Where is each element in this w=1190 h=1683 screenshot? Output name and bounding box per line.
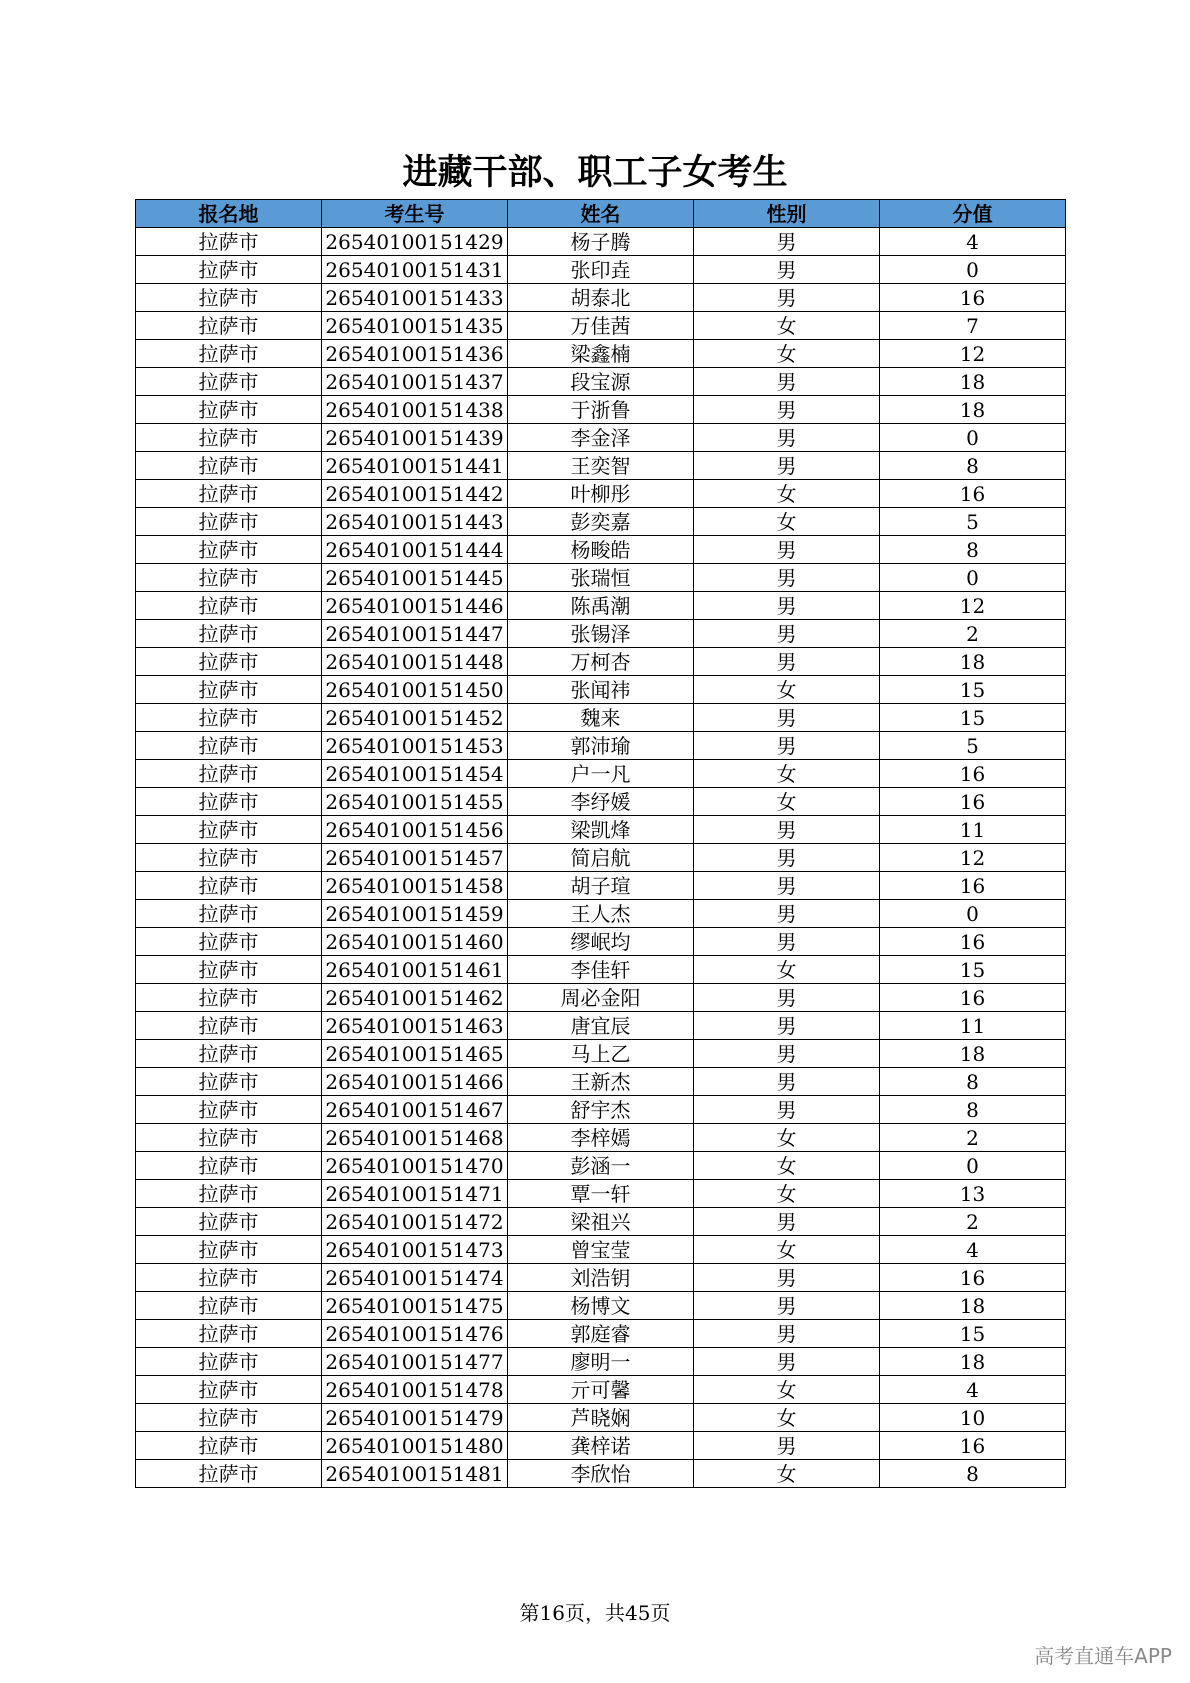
cell-name: 覃一轩 xyxy=(508,1180,694,1208)
cell-registration-place: 拉萨市 xyxy=(136,1320,322,1348)
cell-score: 18 xyxy=(880,1292,1066,1320)
cell-gender: 男 xyxy=(694,368,880,396)
cell-gender: 女 xyxy=(694,1124,880,1152)
cell-registration-place: 拉萨市 xyxy=(136,1264,322,1292)
cell-exam-number: 26540100151448 xyxy=(322,648,508,676)
cell-registration-place: 拉萨市 xyxy=(136,1208,322,1236)
table-row xyxy=(136,396,1066,424)
table-row xyxy=(136,984,1066,1012)
cell-exam-number: 26540100151453 xyxy=(322,732,508,760)
cell-score: 18 xyxy=(880,1348,1066,1376)
table-row xyxy=(136,872,1066,900)
cell-score: 5 xyxy=(880,732,1066,760)
table-row xyxy=(136,1236,1066,1264)
cell-exam-number: 26540100151436 xyxy=(322,340,508,368)
table-row xyxy=(136,256,1066,284)
cell-registration-place: 拉萨市 xyxy=(136,1096,322,1124)
cell-score: 12 xyxy=(880,844,1066,872)
cell-name: 张闻祎 xyxy=(508,676,694,704)
table-row xyxy=(136,676,1066,704)
cell-registration-place: 拉萨市 xyxy=(136,872,322,900)
cell-gender: 男 xyxy=(694,1320,880,1348)
header-registration-place: 报名地 xyxy=(136,200,322,228)
cell-name: 于浙鲁 xyxy=(508,396,694,424)
cell-name: 王人杰 xyxy=(508,900,694,928)
cell-exam-number: 26540100151479 xyxy=(322,1404,508,1432)
cell-score: 11 xyxy=(880,1012,1066,1040)
cell-exam-number: 26540100151452 xyxy=(322,704,508,732)
cell-name: 彭涵一 xyxy=(508,1152,694,1180)
cell-exam-number: 26540100151437 xyxy=(322,368,508,396)
cell-gender: 女 xyxy=(694,956,880,984)
cell-score: 16 xyxy=(880,760,1066,788)
cell-gender: 女 xyxy=(694,788,880,816)
cell-exam-number: 26540100151429 xyxy=(322,228,508,256)
table-row xyxy=(136,312,1066,340)
table-row xyxy=(136,1264,1066,1292)
cell-name: 唐宜辰 xyxy=(508,1012,694,1040)
cell-exam-number: 26540100151463 xyxy=(322,1012,508,1040)
header-score: 分值 xyxy=(880,200,1066,228)
cell-registration-place: 拉萨市 xyxy=(136,900,322,928)
cell-exam-number: 26540100151439 xyxy=(322,424,508,452)
cell-exam-number: 26540100151455 xyxy=(322,788,508,816)
table-row xyxy=(136,1460,1066,1488)
cell-score: 16 xyxy=(880,480,1066,508)
cell-name: 胡子瑄 xyxy=(508,872,694,900)
cell-registration-place: 拉萨市 xyxy=(136,228,322,256)
table-row xyxy=(136,592,1066,620)
table-row xyxy=(136,284,1066,312)
table-row xyxy=(136,508,1066,536)
cell-gender: 男 xyxy=(694,872,880,900)
cell-gender: 女 xyxy=(694,1180,880,1208)
cell-name: 李佳轩 xyxy=(508,956,694,984)
cell-exam-number: 26540100151450 xyxy=(322,676,508,704)
cell-gender: 男 xyxy=(694,1012,880,1040)
cell-gender: 女 xyxy=(694,480,880,508)
cell-score: 4 xyxy=(880,1376,1066,1404)
cell-score: 18 xyxy=(880,648,1066,676)
cell-name: 梁凯烽 xyxy=(508,816,694,844)
table-row xyxy=(136,452,1066,480)
cell-name: 杨博文 xyxy=(508,1292,694,1320)
cell-registration-place: 拉萨市 xyxy=(136,676,322,704)
table-row xyxy=(136,1096,1066,1124)
cell-name: 王新杰 xyxy=(508,1068,694,1096)
cell-score: 13 xyxy=(880,1180,1066,1208)
cell-registration-place: 拉萨市 xyxy=(136,1040,322,1068)
cell-score: 4 xyxy=(880,228,1066,256)
cell-gender: 男 xyxy=(694,228,880,256)
table-row xyxy=(136,1068,1066,1096)
cell-exam-number: 26540100151474 xyxy=(322,1264,508,1292)
cell-exam-number: 26540100151475 xyxy=(322,1292,508,1320)
cell-exam-number: 26540100151480 xyxy=(322,1432,508,1460)
table-row xyxy=(136,340,1066,368)
table-row xyxy=(136,788,1066,816)
cell-name: 梁祖兴 xyxy=(508,1208,694,1236)
cell-registration-place: 拉萨市 xyxy=(136,956,322,984)
table-row xyxy=(136,844,1066,872)
cell-score: 8 xyxy=(880,452,1066,480)
cell-exam-number: 26540100151446 xyxy=(322,592,508,620)
cell-name: 廖明一 xyxy=(508,1348,694,1376)
cell-registration-place: 拉萨市 xyxy=(136,424,322,452)
cell-score: 10 xyxy=(880,1404,1066,1432)
table-row xyxy=(136,1404,1066,1432)
cell-exam-number: 26540100151473 xyxy=(322,1236,508,1264)
cell-name: 张瑞恒 xyxy=(508,564,694,592)
table-row xyxy=(136,1432,1066,1460)
cell-registration-place: 拉萨市 xyxy=(136,1292,322,1320)
cell-exam-number: 26540100151441 xyxy=(322,452,508,480)
cell-score: 12 xyxy=(880,340,1066,368)
watermark: 高考直通车APP xyxy=(1034,1644,1172,1668)
cell-score: 16 xyxy=(880,1264,1066,1292)
cell-score: 2 xyxy=(880,1124,1066,1152)
cell-exam-number: 26540100151461 xyxy=(322,956,508,984)
cell-gender: 男 xyxy=(694,536,880,564)
cell-registration-place: 拉萨市 xyxy=(136,368,322,396)
cell-exam-number: 26540100151471 xyxy=(322,1180,508,1208)
cell-name: 陈禹潮 xyxy=(508,592,694,620)
cell-gender: 男 xyxy=(694,1096,880,1124)
cell-name: 周必金阳 xyxy=(508,984,694,1012)
cell-name: 李纾媛 xyxy=(508,788,694,816)
cell-name: 简启航 xyxy=(508,844,694,872)
header-exam-number: 考生号 xyxy=(322,200,508,228)
cell-registration-place: 拉萨市 xyxy=(136,452,322,480)
cell-registration-place: 拉萨市 xyxy=(136,1012,322,1040)
cell-registration-place: 拉萨市 xyxy=(136,760,322,788)
cell-registration-place: 拉萨市 xyxy=(136,1348,322,1376)
cell-registration-place: 拉萨市 xyxy=(136,536,322,564)
cell-score: 5 xyxy=(880,508,1066,536)
cell-exam-number: 26540100151438 xyxy=(322,396,508,424)
cell-gender: 男 xyxy=(694,900,880,928)
cell-exam-number: 26540100151470 xyxy=(322,1152,508,1180)
table-row xyxy=(136,564,1066,592)
table-row xyxy=(136,1208,1066,1236)
cell-name: 缪岷均 xyxy=(508,928,694,956)
cell-score: 4 xyxy=(880,1236,1066,1264)
cell-exam-number: 26540100151435 xyxy=(322,312,508,340)
cell-exam-number: 26540100151456 xyxy=(322,816,508,844)
cell-exam-number: 26540100151481 xyxy=(322,1460,508,1488)
cell-name: 李金泽 xyxy=(508,424,694,452)
cell-name: 户一凡 xyxy=(508,760,694,788)
cell-registration-place: 拉萨市 xyxy=(136,648,322,676)
header-name: 姓名 xyxy=(508,200,694,228)
cell-registration-place: 拉萨市 xyxy=(136,592,322,620)
cell-gender: 女 xyxy=(694,1460,880,1488)
cell-exam-number: 26540100151460 xyxy=(322,928,508,956)
table-row xyxy=(136,956,1066,984)
cell-gender: 男 xyxy=(694,1208,880,1236)
table-row xyxy=(136,1040,1066,1068)
cell-exam-number: 26540100151467 xyxy=(322,1096,508,1124)
cell-score: 0 xyxy=(880,900,1066,928)
table-row xyxy=(136,1348,1066,1376)
cell-registration-place: 拉萨市 xyxy=(136,284,322,312)
cell-name: 梁鑫楠 xyxy=(508,340,694,368)
cell-name: 张印垚 xyxy=(508,256,694,284)
cell-registration-place: 拉萨市 xyxy=(136,564,322,592)
cell-registration-place: 拉萨市 xyxy=(136,1376,322,1404)
cell-registration-place: 拉萨市 xyxy=(136,508,322,536)
cell-exam-number: 26540100151454 xyxy=(322,760,508,788)
cell-score: 2 xyxy=(880,620,1066,648)
cell-exam-number: 26540100151476 xyxy=(322,1320,508,1348)
cell-exam-number: 26540100151447 xyxy=(322,620,508,648)
table-row xyxy=(136,648,1066,676)
table-row xyxy=(136,228,1066,256)
cell-gender: 男 xyxy=(694,452,880,480)
cell-name: 王奕智 xyxy=(508,452,694,480)
cell-gender: 女 xyxy=(694,1376,880,1404)
table-row xyxy=(136,760,1066,788)
cell-score: 16 xyxy=(880,284,1066,312)
cell-registration-place: 拉萨市 xyxy=(136,1152,322,1180)
cell-exam-number: 26540100151445 xyxy=(322,564,508,592)
cell-gender: 男 xyxy=(694,1264,880,1292)
table-row xyxy=(136,1292,1066,1320)
cell-gender: 男 xyxy=(694,704,880,732)
cell-name: 芦晓娴 xyxy=(508,1404,694,1432)
cell-gender: 男 xyxy=(694,844,880,872)
cell-gender: 男 xyxy=(694,1040,880,1068)
cell-gender: 男 xyxy=(694,564,880,592)
table-row xyxy=(136,900,1066,928)
cell-name: 段宝源 xyxy=(508,368,694,396)
page-title: 进藏干部、职工子女考生 xyxy=(402,153,788,193)
cell-registration-place: 拉萨市 xyxy=(136,1460,322,1488)
cell-name: 马上乙 xyxy=(508,1040,694,1068)
cell-name: 刘浩钥 xyxy=(508,1264,694,1292)
cell-score: 15 xyxy=(880,676,1066,704)
cell-exam-number: 26540100151458 xyxy=(322,872,508,900)
cell-gender: 男 xyxy=(694,1292,880,1320)
cell-name: 万柯杏 xyxy=(508,648,694,676)
cell-registration-place: 拉萨市 xyxy=(136,928,322,956)
cell-gender: 女 xyxy=(694,508,880,536)
table-row xyxy=(136,536,1066,564)
cell-name: 魏来 xyxy=(508,704,694,732)
cell-score: 15 xyxy=(880,704,1066,732)
cell-gender: 男 xyxy=(694,1348,880,1376)
cell-score: 15 xyxy=(880,956,1066,984)
cell-exam-number: 26540100151443 xyxy=(322,508,508,536)
table-row xyxy=(136,928,1066,956)
cell-name: 郭沛瑜 xyxy=(508,732,694,760)
cell-registration-place: 拉萨市 xyxy=(136,396,322,424)
cell-name: 杨子腾 xyxy=(508,228,694,256)
table-row xyxy=(136,1180,1066,1208)
cell-registration-place: 拉萨市 xyxy=(136,844,322,872)
cell-name: 龚梓诺 xyxy=(508,1432,694,1460)
cell-name: 舒宇杰 xyxy=(508,1096,694,1124)
cell-gender: 男 xyxy=(694,424,880,452)
cell-name: 胡泰北 xyxy=(508,284,694,312)
cell-exam-number: 26540100151433 xyxy=(322,284,508,312)
cell-registration-place: 拉萨市 xyxy=(136,340,322,368)
cell-exam-number: 26540100151457 xyxy=(322,844,508,872)
table-row xyxy=(136,620,1066,648)
cell-score: 0 xyxy=(880,1152,1066,1180)
cell-gender: 女 xyxy=(694,312,880,340)
cell-registration-place: 拉萨市 xyxy=(136,256,322,284)
cell-gender: 女 xyxy=(694,760,880,788)
cell-score: 16 xyxy=(880,788,1066,816)
cell-gender: 男 xyxy=(694,256,880,284)
cell-registration-place: 拉萨市 xyxy=(136,704,322,732)
cell-score: 0 xyxy=(880,564,1066,592)
cell-gender: 男 xyxy=(694,732,880,760)
table-row xyxy=(136,732,1066,760)
cell-gender: 男 xyxy=(694,816,880,844)
cell-score: 15 xyxy=(880,1320,1066,1348)
cell-name: 杨畯皓 xyxy=(508,536,694,564)
page-number: 第16页，共45页 xyxy=(519,1601,671,1625)
cell-name: 郭庭睿 xyxy=(508,1320,694,1348)
cell-gender: 男 xyxy=(694,1432,880,1460)
cell-registration-place: 拉萨市 xyxy=(136,312,322,340)
cell-registration-place: 拉萨市 xyxy=(136,1236,322,1264)
cell-name: 李欣怡 xyxy=(508,1460,694,1488)
cell-name: 曾宝莹 xyxy=(508,1236,694,1264)
cell-score: 8 xyxy=(880,536,1066,564)
cell-registration-place: 拉萨市 xyxy=(136,1068,322,1096)
table-row xyxy=(136,480,1066,508)
cell-score: 18 xyxy=(880,1040,1066,1068)
table-row xyxy=(136,1320,1066,1348)
cell-name: 叶柳彤 xyxy=(508,480,694,508)
cell-score: 16 xyxy=(880,872,1066,900)
cell-gender: 男 xyxy=(694,592,880,620)
table-row xyxy=(136,1152,1066,1180)
cell-registration-place: 拉萨市 xyxy=(136,620,322,648)
cell-score: 16 xyxy=(880,1432,1066,1460)
table-row xyxy=(136,424,1066,452)
cell-exam-number: 26540100151472 xyxy=(322,1208,508,1236)
table-row xyxy=(136,1012,1066,1040)
cell-gender: 女 xyxy=(694,340,880,368)
cell-registration-place: 拉萨市 xyxy=(136,732,322,760)
cell-exam-number: 26540100151468 xyxy=(322,1124,508,1152)
cell-score: 18 xyxy=(880,368,1066,396)
cell-name: 万佳茜 xyxy=(508,312,694,340)
cell-registration-place: 拉萨市 xyxy=(136,1432,322,1460)
cell-exam-number: 26540100151462 xyxy=(322,984,508,1012)
cell-score: 7 xyxy=(880,312,1066,340)
cell-gender: 男 xyxy=(694,984,880,1012)
cell-name: 彭奕嘉 xyxy=(508,508,694,536)
table-row xyxy=(136,704,1066,732)
cell-score: 0 xyxy=(880,424,1066,452)
cell-score: 8 xyxy=(880,1096,1066,1124)
cell-exam-number: 26540100151442 xyxy=(322,480,508,508)
cell-gender: 男 xyxy=(694,1068,880,1096)
cell-score: 2 xyxy=(880,1208,1066,1236)
cell-registration-place: 拉萨市 xyxy=(136,788,322,816)
cell-registration-place: 拉萨市 xyxy=(136,480,322,508)
cell-gender: 男 xyxy=(694,928,880,956)
cell-exam-number: 26540100151478 xyxy=(322,1376,508,1404)
cell-score: 8 xyxy=(880,1460,1066,1488)
table-row xyxy=(136,1124,1066,1152)
cell-exam-number: 26540100151477 xyxy=(322,1348,508,1376)
cell-exam-number: 26540100151465 xyxy=(322,1040,508,1068)
table-row xyxy=(136,368,1066,396)
cell-registration-place: 拉萨市 xyxy=(136,984,322,1012)
cell-registration-place: 拉萨市 xyxy=(136,1404,322,1432)
cell-gender: 男 xyxy=(694,620,880,648)
cell-score: 12 xyxy=(880,592,1066,620)
cell-gender: 男 xyxy=(694,284,880,312)
header-row xyxy=(136,200,1066,228)
cell-exam-number: 26540100151459 xyxy=(322,900,508,928)
cell-gender: 男 xyxy=(694,648,880,676)
cell-gender: 女 xyxy=(694,1404,880,1432)
cell-exam-number: 26540100151444 xyxy=(322,536,508,564)
cell-gender: 女 xyxy=(694,1236,880,1264)
table-row xyxy=(136,816,1066,844)
cell-exam-number: 26540100151466 xyxy=(322,1068,508,1096)
cell-gender: 男 xyxy=(694,396,880,424)
results-table xyxy=(135,199,1066,1488)
cell-name: 亓可馨 xyxy=(508,1376,694,1404)
cell-score: 8 xyxy=(880,1068,1066,1096)
cell-registration-place: 拉萨市 xyxy=(136,816,322,844)
table-body xyxy=(136,228,1066,1488)
cell-registration-place: 拉萨市 xyxy=(136,1124,322,1152)
table-row xyxy=(136,1376,1066,1404)
cell-name: 李梓嫣 xyxy=(508,1124,694,1152)
header-gender: 性别 xyxy=(694,200,880,228)
table-header xyxy=(136,200,1066,228)
cell-score: 0 xyxy=(880,256,1066,284)
cell-exam-number: 26540100151431 xyxy=(322,256,508,284)
cell-registration-place: 拉萨市 xyxy=(136,1180,322,1208)
cell-name: 张锡泽 xyxy=(508,620,694,648)
cell-gender: 女 xyxy=(694,1152,880,1180)
cell-score: 11 xyxy=(880,816,1066,844)
cell-score: 18 xyxy=(880,396,1066,424)
cell-gender: 女 xyxy=(694,676,880,704)
cell-score: 16 xyxy=(880,928,1066,956)
cell-score: 16 xyxy=(880,984,1066,1012)
